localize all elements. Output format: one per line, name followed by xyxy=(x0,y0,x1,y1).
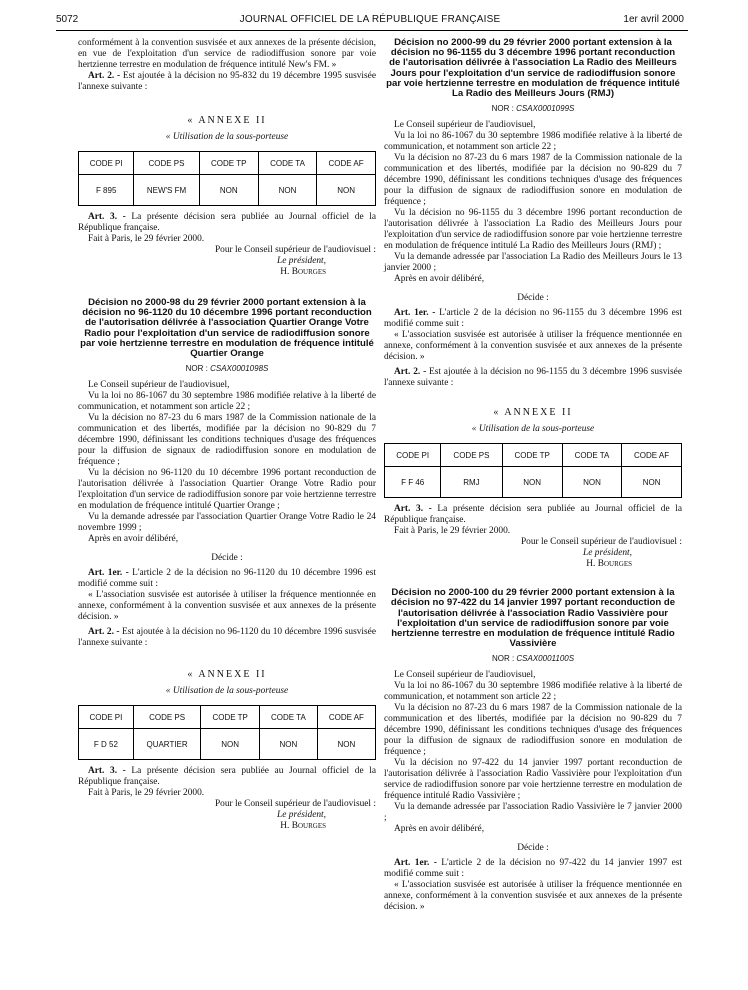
table-header: CODE PI xyxy=(79,152,134,175)
annex-subtitle: « Utilisation de la sous-porteuse xyxy=(471,424,595,435)
decision-title: Décision no 2000-98 du 29 février 2000 portant extension à la décision no 96-1120 du 10 décembre 1996 portant reconduction de l'autorisation délivrée à l'association Quartier Orange Votre Radio pour l'exploitation d'un service de radiodiffusion sonore par voie hertzienne terrestre en modulation de fréquence intitulé Quartier Orange xyxy=(80,297,374,360)
paragraph: Vu la loi no 86-1067 du 30 septembre 1986 modifiée relative à la liberté de communication, et notamment son article 22 ; xyxy=(384,131,682,153)
paragraph: Vu la demande adressée par l'association Radio Vassivière le 7 janvier 2000 ; xyxy=(384,802,682,824)
decision-title: Décision no 2000-99 du 29 février 2000 portant extension à la décision no 96-1155 du 3 décembre 1996 portant reconduction de l'autorisation délivrée à l'association La Radio des Meilleurs Jours pour l'exploitation d'un service de radiodiffusion sonore par voie hertzienne terrestre en modulation de fréquence intitulé La Radio des Meilleurs Jours (RMJ) xyxy=(386,37,680,100)
table-header: CODE TA xyxy=(562,444,621,467)
paragraph: Vu la décision no 97-422 du 14 janvier 1997 portant reconduction de l'autorisation délivrée à l'association Radio Vassivière pour l'exploitation d'un service de radiodiffusion sonore par voie hertzienne terrestre en modulation de fréquence intitulé Radio Vassivière ; xyxy=(384,758,682,802)
article-2: Art. 2. - Est ajoutée à la décision no 96-1155 du 3 décembre 1996 susvisée l'annexe suivante : xyxy=(384,367,682,389)
table-header: CODE TP xyxy=(502,444,562,467)
paragraph: Vu la demande adressée par l'association La Radio des Meilleurs Jours le 13 janvier 2000 ; xyxy=(384,252,682,274)
fait-a-paris: Fait à Paris, le 29 février 2000. xyxy=(88,788,205,799)
table-header: CODE AF xyxy=(317,152,376,175)
article-2: Art. 2. - Est ajoutée à la décision no 96-1120 du 10 décembre 1996 susvisée l'annexe suivante : xyxy=(78,627,377,649)
paragraph: Vu la loi no 86-1067 du 30 septembre 1986 modifiée relative à la liberté de communication, et notamment son article 22 ; xyxy=(384,681,682,703)
annex-title: « ANNEXE II xyxy=(187,115,267,126)
signature-for: Pour le Conseil supérieur de l'audiovisuel : xyxy=(214,245,376,255)
table-cell: NON xyxy=(260,729,318,760)
table-cell: NON xyxy=(622,467,682,498)
paragraph: « L'association susvisée est autorisée à utiliser la fréquence mentionnée en annexe, conformément à la convention susvisée et aux annexes de la présente décision. » xyxy=(384,330,682,363)
paragraph: Après en avoir délibéré, xyxy=(394,274,485,285)
table-cell: F D 52 xyxy=(79,729,134,760)
nor-reference: NOR : CSAX0001099S xyxy=(491,104,575,114)
paragraph: Vu la loi no 86-1067 du 30 septembre 1986 modifiée relative à la liberté de communication, et notamment son article 22 ; xyxy=(78,391,376,413)
article-3: Art. 3. - La présente décision sera publiée au Journal officiel de la République française. xyxy=(78,212,376,233)
header-rule xyxy=(56,30,688,31)
table-cell: NON xyxy=(317,175,376,206)
table-header: CODE TA xyxy=(260,706,318,729)
paragraph: Le Conseil supérieur de l'audiovisuel, xyxy=(394,670,536,681)
table-cell: NON xyxy=(502,467,562,498)
paragraph: Vu la demande adressée par l'association Quartier Orange Votre Radio le 24 novembre 1999 ; xyxy=(78,512,376,534)
article-1: Art. 1er. - L'article 2 de la décision no 96-1120 du 10 décembre 1996 est modifié comme suit : xyxy=(78,568,376,590)
table-header: CODE TP xyxy=(201,706,260,729)
table-cell: NON xyxy=(258,175,316,206)
signature-block xyxy=(384,537,682,570)
annex-title: « ANNEXE II xyxy=(187,669,267,681)
paragraph: Après en avoir délibéré, xyxy=(88,534,179,545)
table-cell: NON xyxy=(201,729,260,760)
subcarrier-table xyxy=(78,705,376,760)
table-header: CODE PS xyxy=(441,444,502,467)
table-header: CODE AF xyxy=(317,706,375,729)
issue-date: 1er avril 2000 xyxy=(623,14,684,25)
table-cell: F 895 xyxy=(79,175,134,206)
article-1: Art. 1er. - L'article 2 de la décision no 96-1155 du 3 décembre 1996 est modifié comme suit : xyxy=(384,308,682,330)
table-header: CODE TA xyxy=(258,152,316,175)
paragraph: Vu la décision no 96-1120 du 10 décembre 1996 portant reconduction de l'autorisation délivrée à l'association Quartier Orange Votre Radio pour l'exploitation d'un service de radiodiffusion sonore par voie hertzienne terrestre en modulation de fréquence intitulé Quartier Orange ; xyxy=(78,468,376,512)
left-column xyxy=(78,38,376,832)
paragraph: Le Conseil supérieur de l'audiovisuel, xyxy=(88,380,230,391)
table-cell: QUARTIER xyxy=(133,729,201,760)
signature-name: H. Bourges xyxy=(280,267,326,277)
fait-a-paris: Fait à Paris, le 29 février 2000. xyxy=(88,234,205,244)
table-header: CODE PI xyxy=(79,706,134,729)
subcarrier-table xyxy=(384,443,682,498)
signature-block xyxy=(78,799,376,832)
article-1: Art. 1er. - L'article 2 de la décision no 97-422 du 14 janvier 1997 est modifié comme suit : xyxy=(384,858,682,880)
table-cell: NON xyxy=(562,467,621,498)
table-header: CODE TP xyxy=(199,152,258,175)
signature-for: Pour le Conseil supérieur de l'audiovisuel : xyxy=(520,537,682,548)
article-3: Art. 3. - La présente décision sera publiée au Journal officiel de la République française. xyxy=(78,766,376,788)
paragraph: « L'association susvisée est autorisée à utiliser la fréquence mentionnée en annexe, conformément à la convention susvisée et aux annexes de la présente décision. » xyxy=(78,590,376,623)
nor-reference: NOR : CSAX0001100S xyxy=(491,654,575,664)
paragraph: Vu la décision no 87-23 du 6 mars 1987 de la Commission nationale de la communication et des libertés, modifiée par la décision no 90-829 du 7 décembre 1990, définissant les conditions techniques d'usage des fréquences pour la diffusion de signaux de radiodiffusion sonore en modulation de fréquence ; xyxy=(78,413,376,468)
article-3: Art. 3. - La présente décision sera publiée au Journal officiel de la République française. xyxy=(384,504,682,526)
nor-reference: NOR : CSAX0001098S xyxy=(185,364,269,374)
paragraph: Vu la décision no 87-23 du 6 mars 1987 de la Commission nationale de la communication et des libertés, modifiée par la décision no 90-829 du 7 décembre 1990, définissant les conditions techniques d'usage des fréquences pour la diffusion de signaux de radiodiffusion sonore en modulation de fréquence ; xyxy=(384,153,682,208)
paragraph: conformément à la convention susvisée et aux annexes de la présente décision, en vue de l'exploitation d'un service de radiodiffusion sonore par voie hertzienne terrestre en modulation de fréquence intitulé New's FM. » xyxy=(78,38,376,70)
table-header: CODE PI xyxy=(385,444,441,467)
decide-heading: Décide : xyxy=(517,293,549,304)
signature-role: Le président, xyxy=(583,548,632,559)
page-header xyxy=(50,0,690,26)
annex-subtitle: « Utilisation de la sous-porteuse xyxy=(165,686,289,697)
fait-a-paris: Fait à Paris, le 29 février 2000. xyxy=(394,526,511,537)
annex-title: « ANNEXE II xyxy=(493,407,573,419)
signature-role: Le président, xyxy=(277,256,326,266)
paragraph: Vu la décision no 96-1155 du 3 décembre 1996 portant reconduction de l'autorisation délivrée à l'association La Radio des Meilleurs Jours pour l'exploitation d'un service de radiodiffusion sonore par voie hertzienne terrestre en modulation de fréquence intitulé La Radio des Meilleurs Jours (RMJ) ; xyxy=(384,208,682,252)
table-cell: F F 46 xyxy=(385,467,441,498)
page-number: 5072 xyxy=(56,14,79,25)
table-cell: NEW'S FM xyxy=(134,175,199,206)
decision-title: Décision no 2000-100 du 29 février 2000 portant extension à la décision no 97-422 du 14 janvier 1997 portant reconduction de l'autorisation délivrée à l'association Radio Vassivière pour l'exploitation d'un service de radiodiffusion sonore par voie hertzienne terrestre en modulation de fréquence intitulé Radio Vassivière xyxy=(390,587,676,650)
article-2: Art. 2. - Est ajoutée à la décision no 95-832 du 19 décembre 1995 susvisée l'annexe suivante : xyxy=(78,71,376,92)
table-cell: RMJ xyxy=(441,467,502,498)
signature-block xyxy=(78,245,376,278)
decide-heading: Décide : xyxy=(517,843,549,854)
table-header: CODE AF xyxy=(622,444,682,467)
signature-for: Pour le Conseil supérieur de l'audiovisuel : xyxy=(214,799,376,810)
table-cell: NON xyxy=(199,175,258,206)
paragraph: Vu la décision no 87-23 du 6 mars 1987 de la Commission nationale de la communication et des libertés, modifiée par la décision no 90-829 du 7 décembre 1990, définissant les conditions techniques d'usage des fréquences pour la diffusion de signaux de radiodiffusion sonore en modulation de fréquence ; xyxy=(384,703,682,758)
decide-heading: Décide : xyxy=(211,553,243,564)
annex-subtitle: « Utilisation de la sous-porteuse xyxy=(165,132,289,142)
signature-name: H. Bourges xyxy=(280,821,326,832)
signature-name: H. Bourges xyxy=(586,559,632,570)
subcarrier-table xyxy=(78,151,376,206)
paragraph: Après en avoir délibéré, xyxy=(394,824,485,835)
table-header: CODE PS xyxy=(133,706,201,729)
paragraph: Le Conseil supérieur de l'audiovisuel, xyxy=(394,120,536,131)
paragraph: « L'association susvisée est autorisée à utiliser la fréquence mentionnée en annexe, conformément à la convention susvisée et aux annexes de la présente décision. » xyxy=(384,880,682,913)
signature-role: Le président, xyxy=(277,810,326,821)
table-header: CODE PS xyxy=(134,152,199,175)
table-cell: NON xyxy=(317,729,375,760)
journal-title: JOURNAL OFFICIEL DE LA RÉPUBLIQUE FRANÇAISE xyxy=(239,14,501,25)
right-column xyxy=(384,38,682,913)
